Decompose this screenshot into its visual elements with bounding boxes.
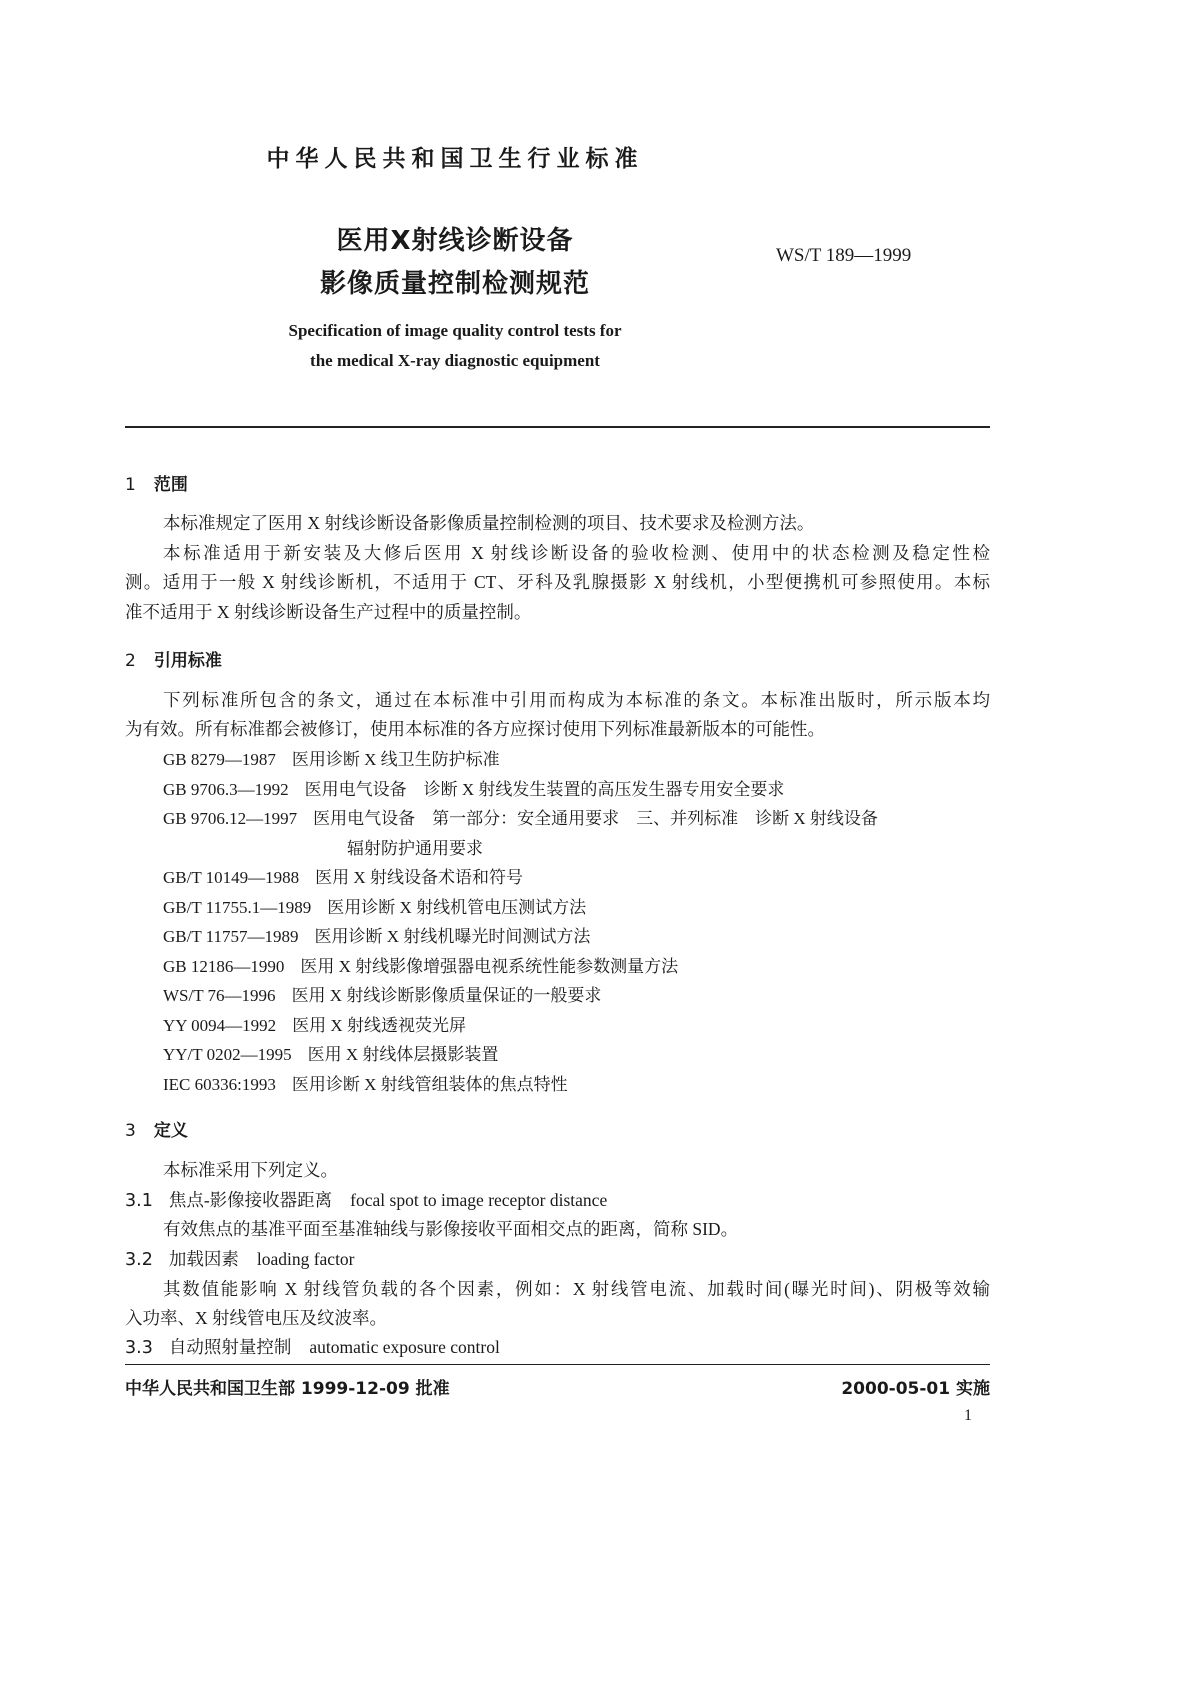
reference-item xyxy=(163,1070,568,1095)
reference-code: GB 12186—1990 xyxy=(163,956,285,976)
reference-item xyxy=(163,1040,498,1065)
definition-3-3: 3.3 自动照射量控制 automatic exposure control xyxy=(125,1337,500,1358)
reference-title: 医用 X 射线透视荧光屏 xyxy=(292,1015,466,1035)
reference-title: 医用 X 射线影像增强器电视系统性能参数测量方法 xyxy=(300,956,679,976)
reference-item xyxy=(163,804,878,829)
reference-title: 医用 X 射线体层摄影装置 xyxy=(307,1045,499,1064)
paragraph-line: 为有效。所有标准都会被修订，使用本标准的各方应探讨使用下列标准最新版本的可能性。 xyxy=(125,719,825,739)
reference-code: GB/T 11757—1989 xyxy=(163,927,299,946)
paragraph-line: 有效焦点的基准平面至基准轴线与影像接收平面相交点的距离，简称 SID。 xyxy=(163,1219,739,1239)
paragraph-line: 下列标准所包含的条文，通过在本标准中引用而构成为本标准的条文。本标准出版时，所示版本均 xyxy=(163,690,990,710)
paragraph-line: 测。适用于一般 X 射线诊断机，不适用于 CT、牙科及乳腺摄影 X 射线机，小型便携机可参照使用。本标 xyxy=(125,572,990,592)
standard-code: WS/T 189—1999 xyxy=(776,245,912,266)
issuer-heading: 中华人民共和国卫生行业标准 xyxy=(266,146,644,172)
section-1-heading: 1 范围 xyxy=(125,475,188,495)
paragraph-line: 本标准规定了医用 X 射线诊断设备影像质量控制检测的项目、技术要求及检测方法。 xyxy=(163,513,815,533)
reference-title: 医用 X 射线诊断影像质量保证的一般要求 xyxy=(291,986,602,1005)
reference-title: 医用诊断 X 射线机管电压测试方法 xyxy=(327,897,587,917)
reference-title-continued: 辐射防护通用要求 xyxy=(347,838,483,858)
paragraph-line: 本标准采用下列定义。 xyxy=(163,1160,338,1180)
reference-code: WS/T 76—1996 xyxy=(163,986,276,1005)
paragraph-line: 准不适用于 X 射线诊断设备生产过程中的质量控制。 xyxy=(125,602,532,622)
reference-item xyxy=(163,775,784,800)
divider xyxy=(125,426,990,428)
reference-title: 医用诊断 X 线卫生防护标准 xyxy=(291,750,500,769)
paragraph-line: 其数值能影响 X 射线管负载的各个因素，例如：X 射线管电流、加载时间(曝光时间)、阴极等效输 xyxy=(163,1279,990,1299)
reference-code: GB 9706.3—1992 xyxy=(163,779,289,799)
footer-divider xyxy=(125,1364,990,1365)
reference-item xyxy=(163,952,678,977)
approval-date: 中华人民共和国卫生部 1999-12-09 批准 xyxy=(125,1379,450,1399)
effective-date: 2000-05-01 实施 xyxy=(841,1379,990,1399)
reference-code: GB 8279—1987 xyxy=(163,750,276,769)
english-title-2: the medical X-ray diagnostic equipment xyxy=(310,351,600,370)
page-number: 1 xyxy=(964,1407,972,1424)
reference-code: GB 9706.12—1997 xyxy=(163,809,298,828)
reference-code: YY 0094—1992 xyxy=(163,1015,277,1035)
definition-3-2: 3.2 加载因素 loading factor xyxy=(125,1249,355,1270)
reference-title: 医用电气设备 第一部分：安全通用要求 三、并列标准 诊断 X 射线设备 xyxy=(313,809,878,828)
english-title-1: Specification of image quality control tests for xyxy=(288,321,622,340)
reference-item xyxy=(163,981,601,1006)
section-2-heading: 2 引用标准 xyxy=(125,651,222,671)
reference-title: 医用诊断 X 射线管组装体的焦点特性 xyxy=(291,1074,568,1094)
reference-code: GB/T 11755.1—1989 xyxy=(163,897,312,917)
reference-item xyxy=(163,893,586,918)
title-line-2: 影像质量控制检测规范 xyxy=(319,269,590,299)
reference-item xyxy=(163,1011,466,1036)
title-line-1: 医用X射线诊断设备 xyxy=(336,226,574,256)
definition-3-1: 3.1 焦点-影像接收器距离 focal spot to image receptor distance xyxy=(125,1190,608,1211)
reference-code: IEC 60336:1993 xyxy=(163,1074,276,1094)
reference-code: GB/T 10149—1988 xyxy=(163,868,300,887)
reference-item xyxy=(163,922,590,947)
section-3-heading: 3 定义 xyxy=(125,1121,188,1141)
reference-item xyxy=(163,863,523,888)
reference-code: YY/T 0202—1995 xyxy=(163,1045,292,1064)
reference-item xyxy=(163,745,500,770)
reference-title: 医用电气设备 诊断 X 射线发生装置的高压发生器专用安全要求 xyxy=(304,779,785,799)
paragraph-line: 本标准适用于新安装及大修后医用 X 射线诊断设备的验收检测、使用中的状态检测及稳定性检 xyxy=(163,543,990,563)
reference-title: 医用 X 射线设备术语和符号 xyxy=(315,868,523,887)
paragraph-line: 入功率、X 射线管电压及纹波率。 xyxy=(125,1308,388,1328)
reference-title: 医用诊断 X 射线机曝光时间测试方法 xyxy=(314,927,591,946)
